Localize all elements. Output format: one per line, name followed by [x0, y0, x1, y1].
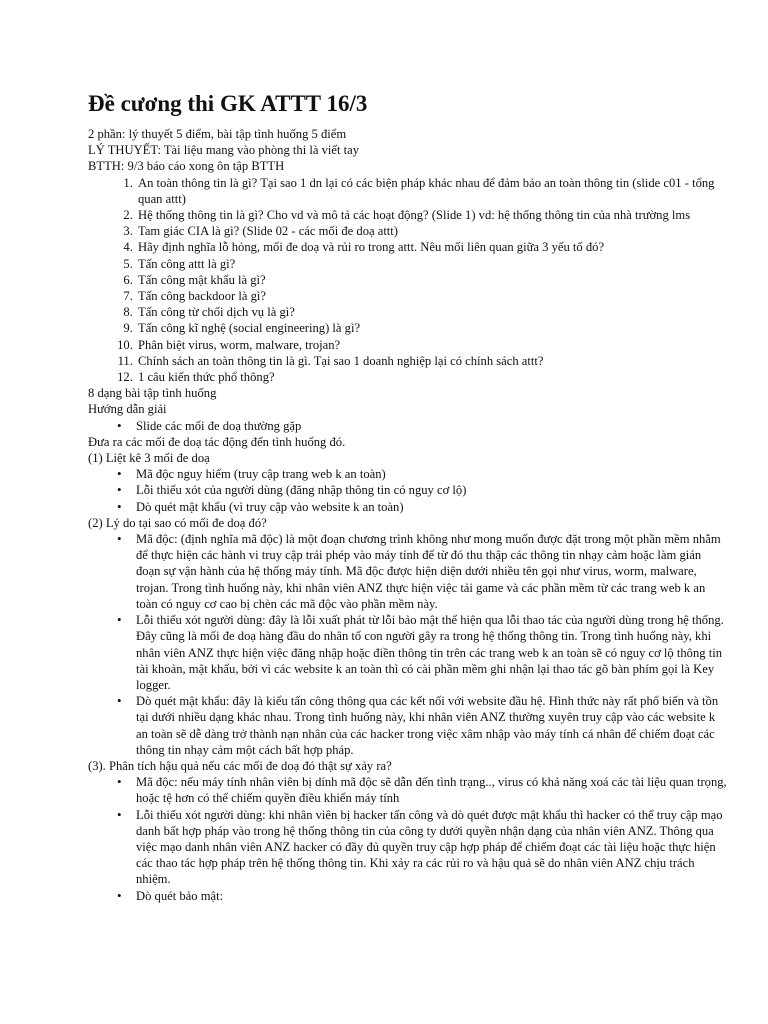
bullet-item: • Lỗi thiếu xót của người dùng (đăng nhập thông tin có nguy cơ lộ)	[136, 482, 728, 498]
question-item: 12. 1 câu kiến thức phổ thông?	[136, 369, 728, 385]
guide-list	[88, 418, 728, 434]
bullet-item: • Mã độc: nếu máy tính nhân viên bị dính mã độc sẽ dẫn đến tình trạng.., virus có khả năng xoá các tài liệu quan trọng, hoặc tệ hơn có thể chiếm quyền điều khiển máy tính	[136, 774, 728, 806]
part2-list	[88, 531, 728, 758]
bullet-item: • Lỗi thiếu xót người dùng: khi nhân viên bị hacker tấn công và dò quét được mật khẩu thì hacker có thể truy cập mạo danh bất hợp pháp vào trong hệ thống thông tin của công ty dưới quyền nhận dạng của nhân viên ANZ. Thông qua việc mạo danh nhân viên ANZ hacker có đầy đủ quyền truy cập hợp pháp để chiếm đoạt các tài liệu hoặc thực hiện các thao tác hợp pháp trên hệ thống thông tin. Khi xảy ra các rủi ro và hậu quả sẽ do nhân viên ANZ chịu trách nhiệm.	[136, 807, 728, 888]
question-item: 2. Hệ thống thông tin là gì? Cho vd và mô tả các hoạt động? (Slide 1) vd: hệ thống thông tin của nhà trường lms	[136, 207, 728, 223]
part3-heading: (3). Phân tích hậu quả nếu các mối đe doạ đó thật sự xảy ra?	[88, 758, 392, 773]
bullet-item: • Mã độc nguy hiểm (truy cập trang web k an toàn)	[136, 466, 728, 482]
bullet-item: • Slide các mối đe doạ thường gặp	[136, 418, 728, 434]
part1-list	[88, 466, 728, 515]
question-item: 6. Tấn công mật khẩu là gì?	[136, 272, 728, 288]
bullet-item: • Dò quét mật khẩu: đây là kiểu tấn công thông qua các kết nối với website đầu hệ. Hình thức này rất phổ biến và tồn tại dưới nhiều dạng khác nhau. Trong tình huống này, khi nhân viên ANZ thường xuyên truy cập vào các website k an toàn sẽ dễ dàng trở thành nạn nhân của các hacker trong việc xâm nhập vào máy tính cá nhân để chiếm đoạt các thông tin nhạy cảm một cách bất hợp pháp.	[136, 693, 728, 758]
question-item: 1. An toàn thông tin là gì? Tại sao 1 dn lại có các biện pháp khác nhau để đảm bảo an toàn thông tin (slide c01 - tổng quan attt)	[136, 175, 728, 207]
question-list	[88, 175, 728, 386]
part1-heading: (1) Liệt kê 3 mối đe doạ	[88, 451, 210, 466]
part3-list	[88, 774, 728, 904]
bullet-item: • Mã độc: (định nghĩa mã độc) là một đoạn chương trình không như mong muốn được đặt trong một phần mềm nhằm để thực hiện các hành vi truy cập trái phép vào máy tính để từ đó thu thập các thông tin nhạy cảm hoặc làm gián đoạn sự vận hành của hệ thống máy tính. Mã độc được hiện diện dưới nhiều tên gọi như virus, worm, malware, trojan. Trong tình huống này, khi nhân viên ANZ thực hiện việc tải game và các phần mềm từ các trang web k an toàn có nguy cơ cao bị chèn các mã độc vào phần mềm này.	[136, 531, 728, 612]
bullet-item: • Dò quét mật khẩu (vì truy cập vào website k an toàn)	[136, 499, 728, 515]
question-item: 8. Tấn công từ chối dịch vụ là gì?	[136, 304, 728, 320]
exercise-heading: 8 dạng bài tập tình huống	[88, 386, 217, 401]
exercise-intro: Đưa ra các mối đe doạ tác động đến tình huống đó.	[88, 434, 346, 449]
intro-line: 2 phần: lý thuyết 5 điểm, bài tập tình huống 5 điểm	[88, 127, 347, 141]
question-item: 5. Tấn công attt là gì?	[136, 256, 728, 272]
question-item: 11. Chính sách an toàn thông tin là gì. Tại sao 1 doanh nghiệp lại có chính sách attt?	[136, 353, 728, 369]
intro-line: BTTH: 9/3 báo cáo xong ôn tập BTTH	[88, 159, 285, 174]
part2-heading: (2) Lý do tại sao có mối đe doạ đó?	[88, 515, 267, 530]
guide-heading: Hướng dẫn giải	[88, 402, 167, 417]
question-item: 9. Tấn công kĩ nghệ (social engineering) là gì?	[136, 320, 728, 336]
bullet-item: • Lỗi thiếu xót người dùng: đây là lỗi xuất phát từ lỗi bảo mật thể hiện qua lỗi thao tác của người dùng trong hệ thống. Đây cũng là mối đe doạ hàng đầu do nhân tố con người gây ra trong hệ thống thông tin. Trong tình huống này, khi nhân viên ANZ thực hiện việc đăng nhập hoặc điền thông tin trên các trang web k an toàn sẽ có nguy cơ lộ thông tin tài khoản, mật khẩu, bởi vì các website k an toàn thì có cài phần mềm ghi nhận lại thao tác gõ bàn phím gọi là Key logger.	[136, 612, 728, 693]
question-item: 4. Hãy định nghĩa lỗ hỏng, mối đe doạ và rủi ro trong attt. Nêu mối liên quan giữa 3 yếu tố đó?	[136, 239, 728, 255]
question-item: 10. Phân biệt virus, worm, malware, trojan?	[136, 337, 728, 353]
question-item: 3. Tam giác CIA là gì? (Slide 02 - các mối đe doạ attt)	[136, 223, 728, 239]
document-title: Đề cương thi GK ATTT 16/3	[88, 91, 368, 116]
bullet-item: • Dò quét bảo mật:	[136, 888, 728, 904]
question-item: 7. Tấn công backdoor là gì?	[136, 288, 728, 304]
intro-line: LÝ THUYẾT: Tài liệu mang vào phòng thi là viết tay	[88, 143, 360, 158]
